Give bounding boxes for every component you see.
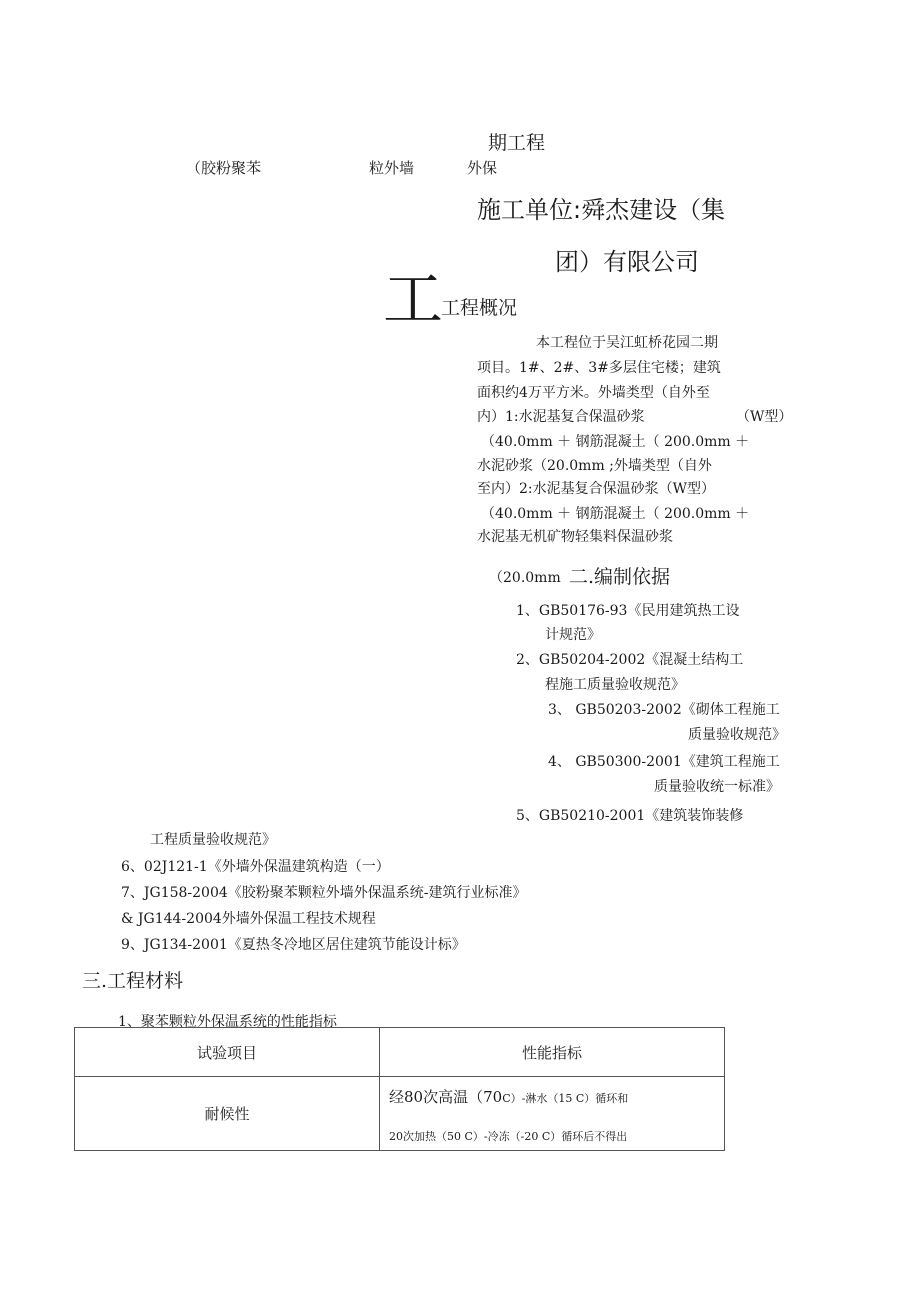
reference-item: 工程质量验收规范》 — [150, 832, 276, 848]
overview-line: 水泥基无机矿物轻集料保温砂浆 — [477, 529, 673, 545]
performance-table — [74, 1027, 725, 1151]
spec-line1-lead: 经80次高温（70 — [389, 1087, 503, 1106]
reference-item: 质量验收规范》 — [688, 727, 786, 743]
table-row — [75, 1077, 725, 1151]
subtitle-part-3: 外保 — [467, 159, 498, 177]
overview-line: （W型） — [736, 409, 793, 425]
spec-line1-rest: C）-淋水（15 C）循环和 — [502, 1091, 629, 1105]
overview-line: 水泥砂浆（20.0mm ;外墙类型（自外 — [477, 458, 712, 474]
section1-title: 工程概况 — [441, 297, 518, 319]
company-line-1: 施工单位:舜杰建设（集 — [477, 196, 726, 224]
section-mark: 工 — [383, 265, 443, 335]
reference-item: 6、02J121-1《外墙外保温建筑构造（一） — [121, 859, 390, 875]
overview-line: （40.0mm ＋ 钢筋混凝土（ 200.0mm ＋ — [481, 434, 750, 450]
section3-title: 三.工程材料 — [82, 970, 184, 992]
spec-line2: 20次加热（50 C）-冷冻（-20 C）循环后不得出 — [389, 1129, 628, 1143]
subtitle-part-1: （胶粉聚苯 — [186, 159, 262, 177]
phase-title: 期工程 — [488, 132, 546, 154]
reference-item: 4、 GB50300-2001《建筑工程施工 — [548, 754, 780, 770]
section2-title: 二.编制依据 — [569, 566, 671, 588]
table-cell-item: 耐候性 — [75, 1077, 380, 1151]
overview-line: 面积约4万平方米。外墙类型（自外至 — [477, 385, 710, 401]
reference-item: 3、 GB50203-2002《砌体工程施工 — [548, 702, 780, 718]
overview-line: 内）1:水泥基复合保温砂浆 — [477, 409, 645, 425]
table-header-item: 试验项目 — [75, 1028, 380, 1077]
table-header-spec: 性能指标 — [380, 1028, 725, 1077]
reference-item: 2、GB50204-2002《混凝土结构工 — [516, 652, 744, 668]
overview-line: （40.0mm ＋ 钢筋混凝土（ 200.0mm ＋ — [481, 506, 750, 522]
subtitle-part-2: 粒外墙 — [369, 159, 415, 177]
table-cell-spec — [380, 1077, 725, 1151]
reference-item: 质量验收统一标准》 — [654, 779, 780, 795]
reference-item: & JG144-2004外墙外保温工程技术规程 — [121, 911, 376, 927]
reference-item: 1、GB50176-93《民用建筑热工设 — [516, 603, 740, 619]
section2-prefix: （20.0mm — [489, 570, 561, 586]
table-caption: 1、聚苯颗粒外保温系统的性能指标 — [118, 1014, 337, 1030]
company-line-2: 团）有限公司 — [555, 248, 699, 276]
reference-item: 9、JG134-2001《夏热冬冷地区居住建筑节能设计标》 — [121, 937, 466, 953]
reference-item: 程施工质量验收规范》 — [545, 677, 685, 693]
table-header-row — [75, 1028, 725, 1077]
overview-line: 项目。1#、2#、3#多层住宅楼；建筑 — [477, 360, 721, 376]
overview-line: 本工程位于吴江虹桥花园二期 — [536, 335, 718, 351]
overview-line: 至内）2:水泥基复合保温砂浆（W型） — [477, 481, 716, 497]
reference-item: 5、GB50210-2001《建筑装饰装修 — [516, 808, 744, 824]
reference-item: 计规范》 — [545, 627, 601, 643]
reference-item: 7、JG158-2004《胶粉聚苯颗粒外墙外保温系统-建筑行业标准》 — [121, 885, 527, 901]
